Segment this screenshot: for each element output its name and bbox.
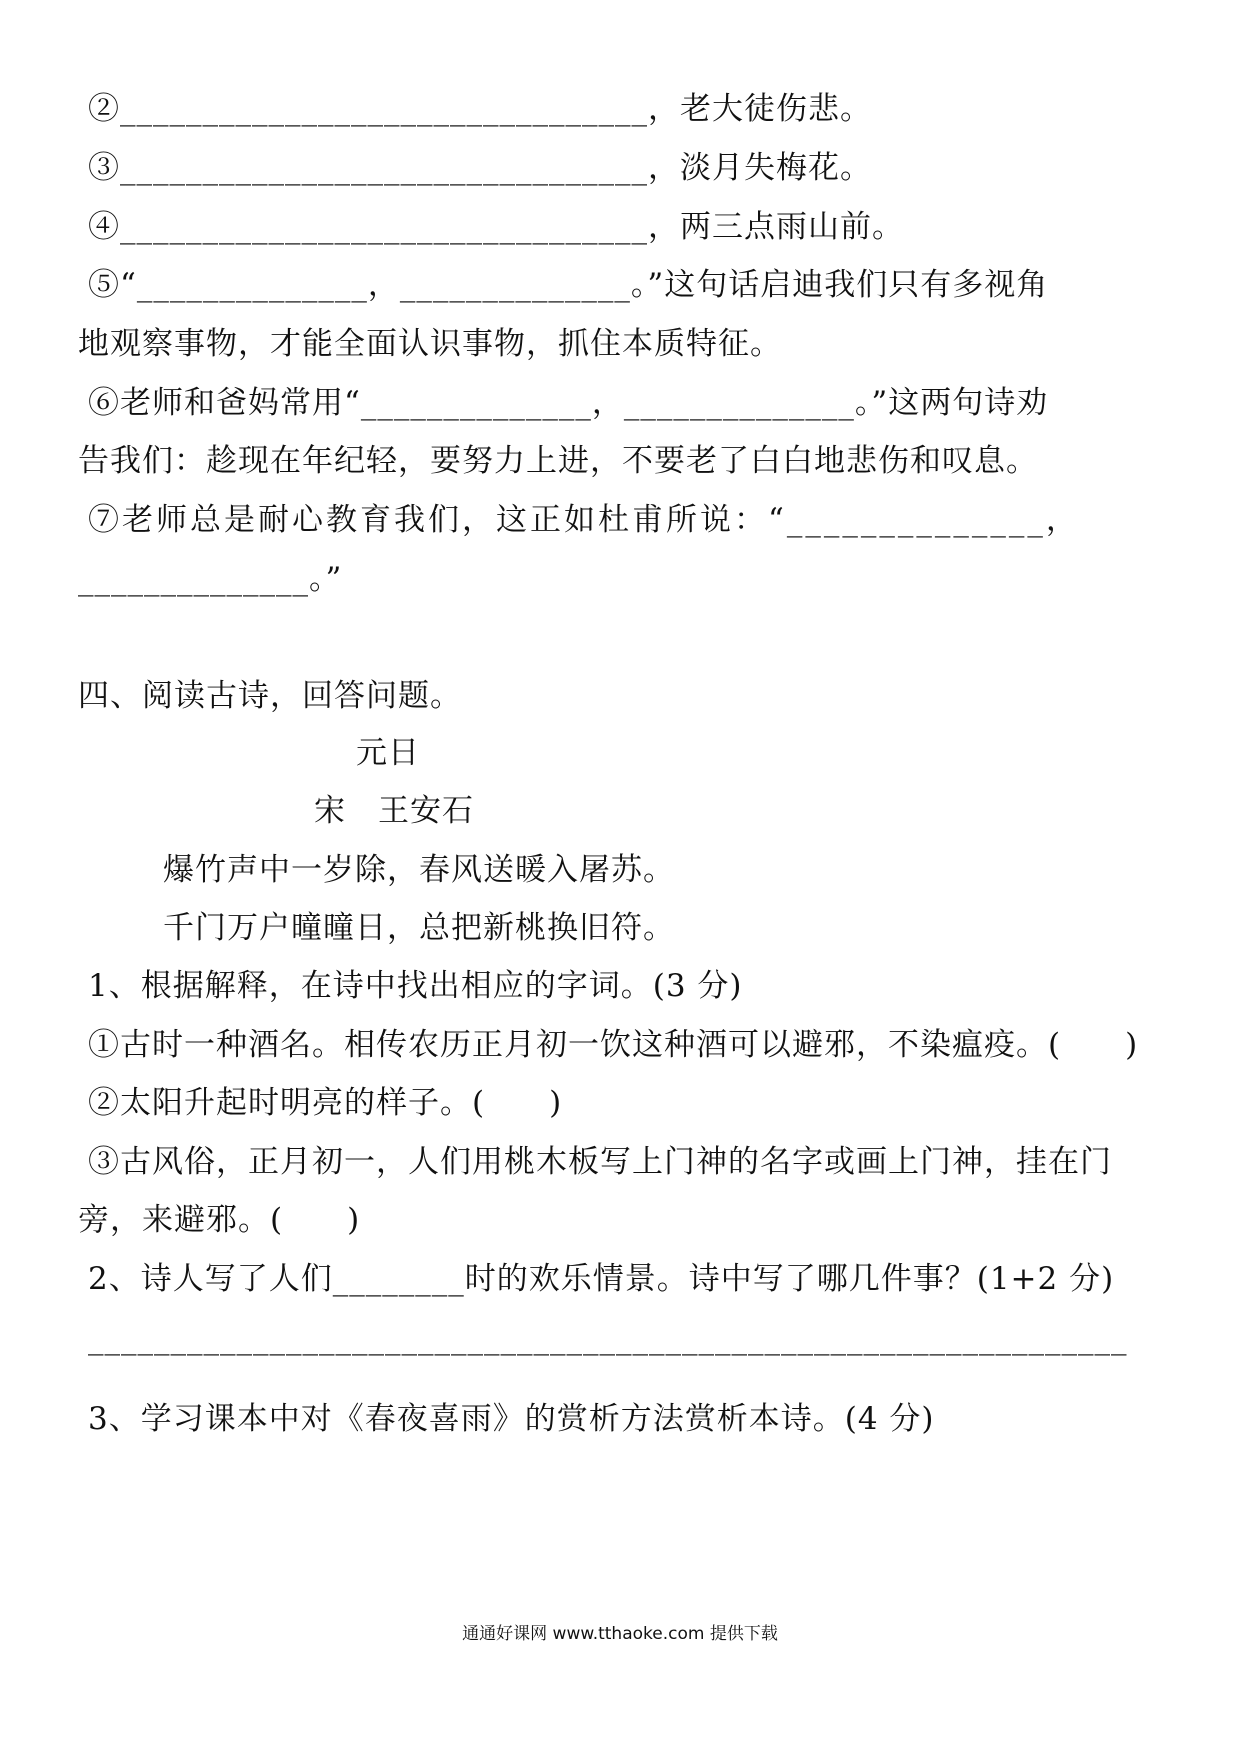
poem-author: 宋 王安石 (314, 793, 474, 829)
question-2-title: 2、诗人写了人们________时的欢乐情景。诗中写了哪几件事？(1+2 分) (88, 1261, 1115, 1297)
fill-in-q5-line2: 地观察事物，才能全面认识事物，抓住本质特征。 (78, 326, 782, 362)
poem-line-1: 爆竹声中一岁除，春风送暖入屠苏。 (163, 852, 675, 888)
fill-in-q4: ④________________________________，两三点雨山前。 (88, 209, 904, 245)
poem-title: 元日 (356, 735, 420, 771)
fill-in-q7-line2: ______________。” (78, 561, 343, 597)
question-3-title: 3、学习课本中对《春夜喜雨》的赏析方法赏析本诗。(4 分) (88, 1401, 935, 1437)
poem-line-2: 千门万户曈曈日，总把新桃换旧符。 (163, 910, 675, 946)
fill-in-q3: ③________________________________，淡月失梅花。 (88, 150, 872, 186)
fill-in-q5-line1: ⑤“______________，______________。”这句话启迪我们只有多视角 (88, 267, 1049, 303)
question-1-item-c-line2: 旁，来避邪。( ) (78, 1202, 361, 1238)
page-footer: 通通好课网 www.tthaoke.com 提供下载 (462, 1624, 778, 1644)
question-1-title: 1、根据解释，在诗中找出相应的字词。(3 分) (88, 968, 743, 1004)
fill-in-q6-line1: ⑥老师和爸妈常用“______________，______________。”这两句诗劝 (88, 385, 1049, 421)
question-1-item-a: ①古时一种酒名。相传农历正月初一饮这种酒可以避邪，不染瘟疫。( ) (88, 1027, 1139, 1063)
fill-in-q7-line1: ⑦老师总是耐心教育我们，这正如杜甫所说：“______________， (88, 502, 1080, 538)
section-heading: 四、阅读古诗，回答问题。 (78, 678, 462, 714)
question-2-answer-line: _______________________________________________________________ (88, 1320, 1128, 1356)
fill-in-q2: ②________________________________，老大徒伤悲。 (88, 91, 872, 127)
question-1-item-c-line1: ③古风俗，正月初一，人们用桃木板写上门神的名字或画上门神，挂在门 (88, 1144, 1112, 1180)
fill-in-q6-line2: 告我们：趁现在年纪轻，要努力上进，不要老了白白地悲伤和叹息。 (78, 443, 1038, 479)
question-1-item-b: ②太阳升起时明亮的样子。( ) (88, 1085, 563, 1121)
